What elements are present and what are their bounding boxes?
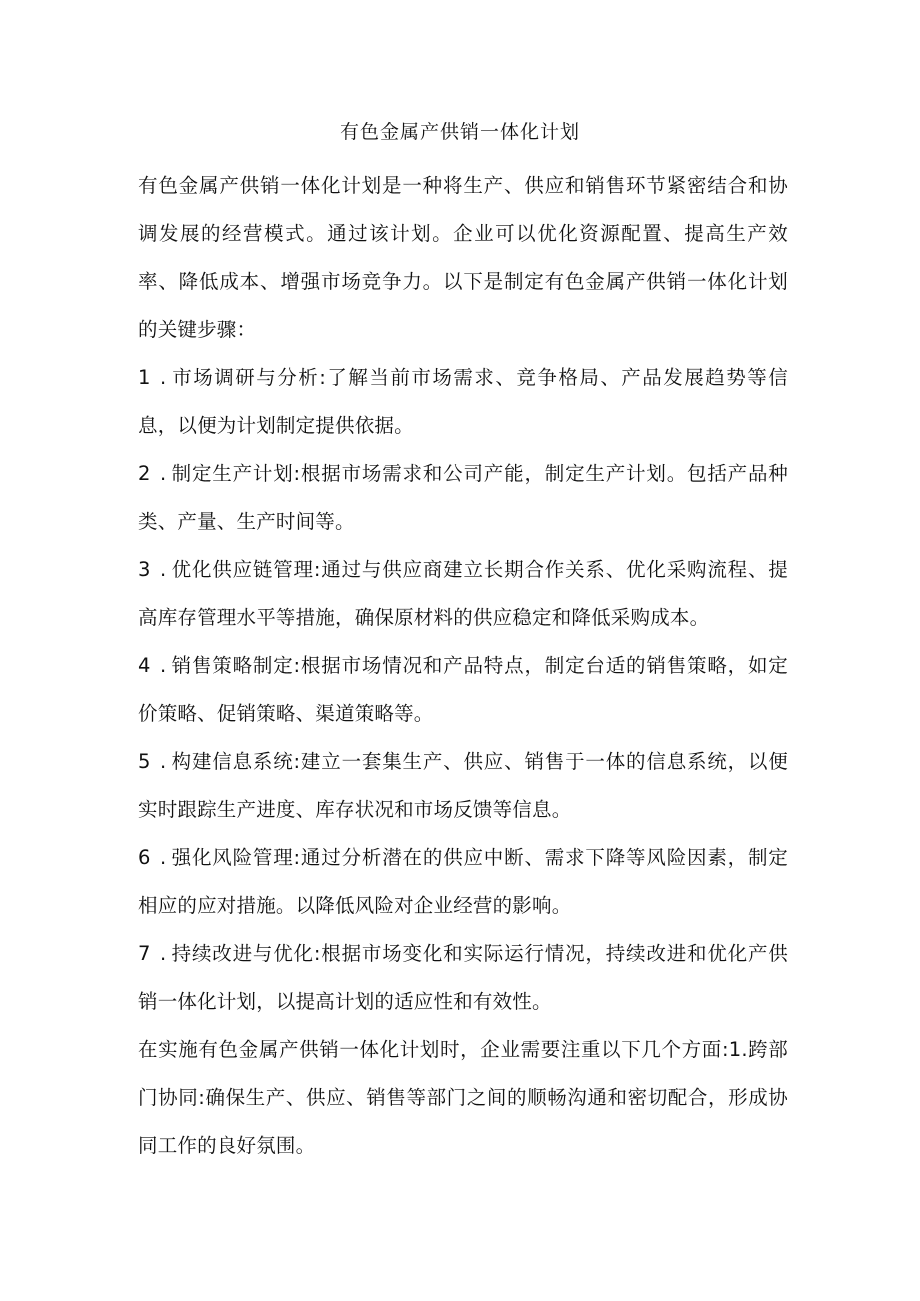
- step-dot: .: [160, 750, 167, 773]
- step-item: [138, 930, 788, 1026]
- step-number: 1: [138, 366, 151, 389]
- step-item: [138, 546, 788, 642]
- step-item: [138, 354, 788, 450]
- step-text: 优化供应链管理:通过与供应商建立长期合作关系、优化采购流程、提高库存管理水平等措施，确保原材料的供应稳定和降低采购成本。: [138, 558, 788, 629]
- step-item: [138, 450, 788, 546]
- step-number: 5: [138, 750, 151, 773]
- step-number: 7: [138, 942, 151, 965]
- step-text: 制定生产计划:根据市场需求和公司产能，制定生产计划。包括产品种类、产量、生产时间等。: [138, 462, 788, 533]
- step-text: 构建信息系统:建立一套集生产、供应、销售于一体的信息系统，以便实时跟踪生产进度、库存状况和市场反馈等信息。: [138, 750, 788, 821]
- step-item: [138, 738, 788, 834]
- step-dot: .: [160, 558, 167, 581]
- step-dot: .: [160, 942, 167, 965]
- step-item: [138, 642, 788, 738]
- closing-paragraph: 在实施有色金属产供销一体化计划时，企业需要注重以下几个方面:1.跨部门协同:确保生产、供应、销售等部门之间的顺畅沟通和密切配合，形成协同工作的良好氛围。: [138, 1038, 788, 1157]
- intro-paragraph: 有色金属产供销一体化计划是一种将生产、供应和销售环节紧密结合和协调发展的经营模式。通过该计划。企业可以优化资源配置、提高生产效率、降低成本、增强市场竞争力。以下是制定有色金属产供销一体化计划的关键步骤：: [138, 174, 788, 341]
- step-number: 3: [138, 558, 151, 581]
- step-dot: .: [160, 366, 167, 389]
- step-number: 2: [138, 462, 151, 485]
- step-text: 持续改进与优化:根据市场变化和实际运行情况，持续改进和优化产供销一体化计划，以提高计划的适应性和有效性。: [138, 942, 788, 1013]
- step-number: 4: [138, 654, 151, 677]
- page-title: 有色金属产供销一体化计划: [339, 121, 580, 143]
- step-dot: .: [160, 654, 167, 677]
- step-dot: .: [160, 462, 167, 485]
- step-text: 强化风险管理:通过分析潜在的供应中断、需求下降等风险因素，制定相应的应对措施。以降低风险对企业经营的影响。: [138, 846, 788, 917]
- step-number: 6: [138, 846, 151, 869]
- step-text: 市场调研与分析:了解当前市场需求、竞争格局、产品发展趋势等信息，以便为计划制定提供依据。: [138, 366, 788, 437]
- document-body: [138, 162, 788, 1170]
- step-text: 销售策略制定:根据市场情况和产品特点，制定台适的销售策略，如定价策略、促销策略、渠道策略等。: [138, 654, 788, 725]
- step-dot: .: [160, 846, 167, 869]
- step-item: [138, 834, 788, 930]
